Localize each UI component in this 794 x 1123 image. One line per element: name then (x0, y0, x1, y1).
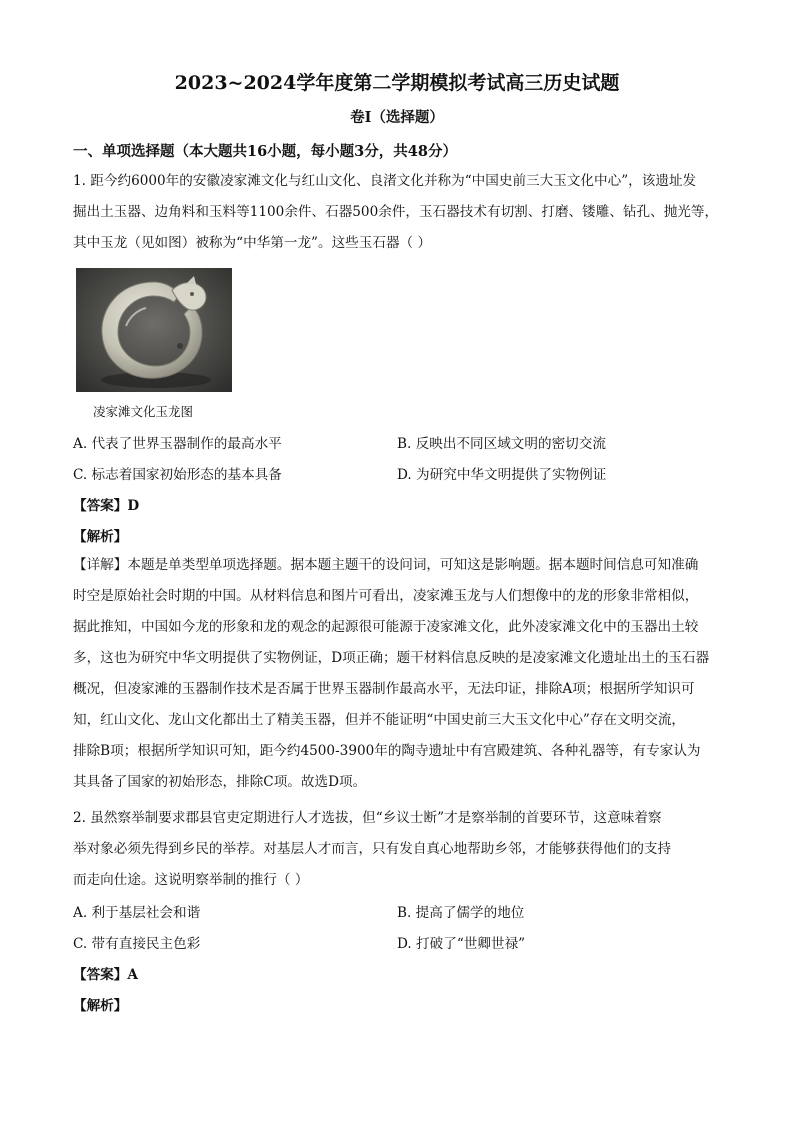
question-1-stem (73, 166, 718, 259)
detail-line: 其具备了国家的初始形态，排除C项。故选D项。 (73, 774, 367, 790)
volume-subtitle: 卷I（选择题） (350, 109, 444, 126)
question-2-stem (73, 803, 671, 896)
detail-line: 时空是原始社会时期的中国。从材料信息和图片可看出，凌家滩玉龙与人们想像中的龙的形象非常相似， (73, 588, 699, 604)
answer-label: 【答案】D (73, 498, 140, 514)
analysis-label: 【解析】 (73, 529, 128, 545)
option-a[interactable]: A. 代表了世界玉器制作的最高水平 (73, 436, 282, 452)
option-b[interactable]: B. 提高了儒学的地位 (397, 905, 525, 921)
option-c[interactable]: C. 标志着国家初始形态的基本具备 (73, 467, 282, 483)
stem-line: 举对象必须先得到乡民的举荐。对基层人才而言，只有发自真心地帮助乡邻，才能够获得他们的支持 (73, 841, 672, 857)
stem-line: 而走向仕途。这说明察举制的推行（ ） (73, 872, 309, 888)
analysis-label: 【解析】 (73, 998, 128, 1014)
option-a[interactable]: A. 利于基层社会和谐 (73, 905, 201, 921)
jade-dragon-icon (76, 268, 232, 392)
option-b[interactable]: B. 反映出不同区域文明的密切交流 (397, 436, 606, 452)
jade-dragon-image (76, 268, 232, 392)
image-caption: 凌家滩文化玉龙图 (93, 404, 194, 419)
section-heading: 一、单项选择题（本大题共16小题，每小题3分，共48分） (73, 143, 457, 160)
detail-line: 据此推知，中国如今龙的形象和龙的观念的起源很可能源于凌家滩文化，此外凌家滩文化中的玉器出土较 (73, 619, 699, 635)
option-c[interactable]: C. 带有直接民主色彩 (73, 936, 201, 952)
option-d[interactable]: D. 打破了“世卿世禄” (397, 936, 526, 952)
detail-line: 【详解】本题是单类型单项选择题。据本题主题干的设问词，可知这是影响题。据本题时间信息可知准确 (73, 557, 699, 573)
question-1-detail (73, 550, 709, 798)
page-title: 2023~2024学年度第二学期模拟考试高三历史试题 (174, 72, 620, 94)
detail-line: 多，这也为研究中华文明提供了实物例证，D项正确；题干材料信息反映的是凌家滩文化遗址出土的玉石器 (73, 650, 710, 666)
detail-line: 排除B项；根据所学知识可知，距今约4500-3900年的陶寺遗址中有宫殿建筑、各种礼器等，有专家认为 (73, 743, 701, 759)
option-d[interactable]: D. 为研究中华文明提供了实物例证 (397, 467, 607, 483)
stem-line: 其中玉龙（见如图）被称为“中华第一龙”。这些玉石器（ ） (73, 235, 432, 251)
detail-line: 概况，但凌家滩的玉器制作技术是否属于世界玉器制作最高水平，无法印证，排除A项；根据所学知识可 (73, 681, 695, 697)
detail-line: 知，红山文化、龙山文化都出土了精美玉器，但并不能证明“中国史前三大玉文化中心”存在文明交流， (73, 712, 686, 728)
stem-line: 1. 距今约6000年的安徽凌家滩文化与红山文化、良渚文化并称为“中国史前三大玉文化中心”，该遗址发 (73, 173, 697, 189)
stem-line: 掘出土玉器、边角料和玉料等1100余件、石器500余件，玉石器技术有切割、打磨、镂雕、钻孔、抛光等， (73, 204, 719, 220)
answer-label: 【答案】A (73, 967, 138, 983)
stem-line: 2. 虽然察举制要求郡县官吏定期进行人才选拔，但“乡议士断”才是察举制的首要环节，这意味着察 (73, 810, 662, 826)
